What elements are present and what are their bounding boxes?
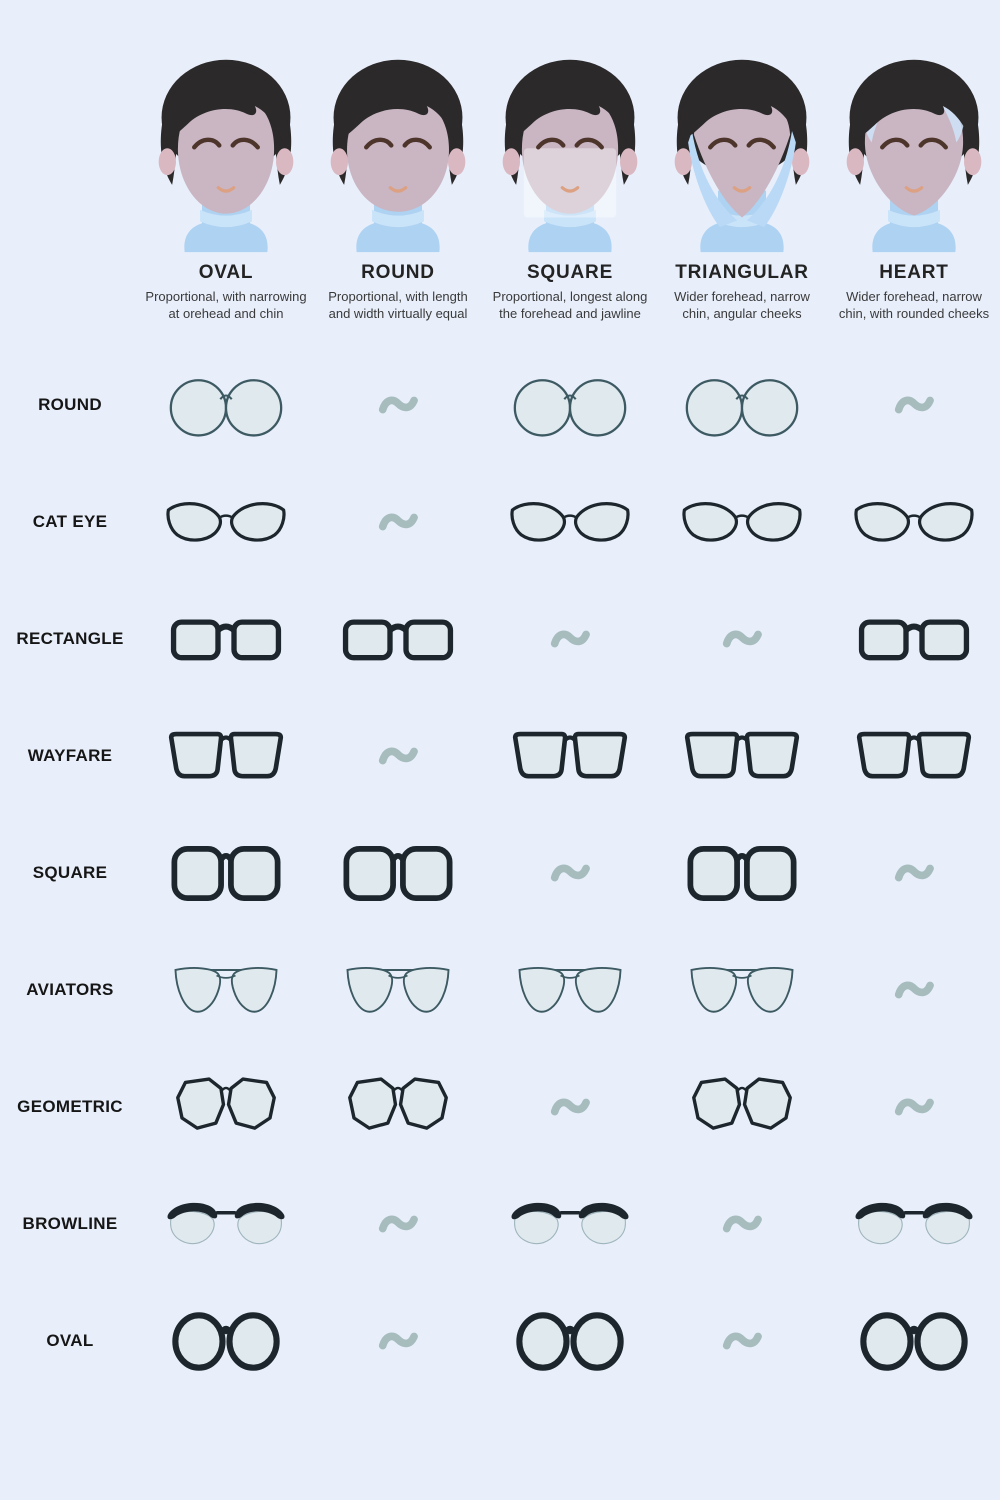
cell-rectangle-round [312, 581, 484, 698]
wayfare-glasses-icon [167, 729, 285, 783]
face-shapes-header [0, 0, 1000, 323]
cell-cateye-square [484, 464, 656, 581]
face-shape-description: Proportional, longest along the forehead and jawline [492, 289, 648, 321]
cell-round-heart [828, 347, 1000, 464]
face-shape-label: ROUND [361, 262, 435, 283]
matrix-row-aviators [0, 932, 1000, 1049]
compatibility-matrix [0, 347, 1000, 1400]
face-column-heart [828, 54, 1000, 323]
wayfare-glasses-icon [683, 729, 801, 783]
cell-geometric-oval [140, 1049, 312, 1166]
oval-glasses-icon [515, 1310, 625, 1373]
cell-oval-square [484, 1283, 656, 1400]
face-column-oval [140, 54, 312, 323]
cell-cateye-triangular [656, 464, 828, 581]
cell-round-oval [140, 347, 312, 464]
cell-rectangle-square [484, 581, 656, 698]
squiggle-icon [722, 1328, 762, 1354]
cateye-glasses-icon [682, 497, 802, 547]
cell-cateye-oval [140, 464, 312, 581]
cell-wayfare-round [312, 698, 484, 815]
cell-round-round [312, 347, 484, 464]
face-shape-description: Proportional, with length and width virtually equal [328, 289, 468, 321]
browline-glasses-icon [510, 1199, 630, 1250]
cell-aviators-heart [828, 932, 1000, 1049]
squiggle-icon [894, 860, 934, 886]
cateye-glasses-icon [166, 497, 286, 547]
matrix-row-rectangle [0, 581, 1000, 698]
matrix-row-wayfare [0, 698, 1000, 815]
cell-aviators-square [484, 932, 656, 1049]
aviators-glasses-icon [166, 962, 286, 1019]
squiggle-icon [378, 743, 418, 769]
squiggle-icon [722, 1211, 762, 1237]
squiggle-icon [550, 1094, 590, 1120]
glasses-style-label: BROWLINE [22, 1214, 118, 1234]
browline-glasses-icon [166, 1199, 286, 1250]
face-shape-description: Wider forehead, narrow chin, angular cheeks [674, 289, 810, 321]
heart-face-illustration [832, 54, 996, 256]
header-spacer [0, 54, 140, 323]
cateye-glasses-icon [854, 497, 974, 547]
face-column-triangular [656, 54, 828, 323]
cell-oval-oval [140, 1283, 312, 1400]
round-glasses-icon [511, 366, 629, 444]
cell-wayfare-square [484, 698, 656, 815]
triangular-face-illustration [660, 54, 824, 256]
round-glasses-icon [167, 366, 285, 444]
round-glasses-icon [683, 366, 801, 444]
cell-cateye-heart [828, 464, 1000, 581]
oval-glasses-icon [859, 1310, 969, 1373]
cell-browline-triangular [656, 1166, 828, 1283]
cateye-glasses-icon [510, 497, 630, 547]
cell-cateye-round [312, 464, 484, 581]
glasses-style-label: OVAL [46, 1331, 94, 1351]
face-shape-description: Proportional, with narrowing at orehead and chin [145, 289, 307, 321]
cell-browline-heart [828, 1166, 1000, 1283]
matrix-row-oval [0, 1283, 1000, 1400]
cell-aviators-round [312, 932, 484, 1049]
cell-square-triangular [656, 815, 828, 932]
cell-square-round [312, 815, 484, 932]
square-glasses-icon [686, 844, 798, 903]
glasses-style-label: RECTANGLE [16, 629, 124, 649]
aviators-glasses-icon [510, 962, 630, 1019]
glasses-style-label: SQUARE [32, 863, 108, 883]
cell-browline-square [484, 1166, 656, 1283]
glasses-style-label: GEOMETRIC [17, 1097, 123, 1117]
cell-geometric-round [312, 1049, 484, 1166]
oval-face-illustration [144, 54, 308, 256]
face-shape-description: Wider forehead, narrow chin, with rounded cheeks [838, 289, 990, 321]
cell-rectangle-heart [828, 581, 1000, 698]
round-face-illustration [316, 54, 480, 256]
cell-round-square [484, 347, 656, 464]
cell-square-heart [828, 815, 1000, 932]
squiggle-icon [378, 1328, 418, 1354]
cell-round-triangular [656, 347, 828, 464]
rectangle-glasses-icon [858, 615, 970, 663]
glasses-style-label: AVIATORS [26, 980, 114, 1000]
cell-aviators-oval [140, 932, 312, 1049]
geometric-glasses-icon [687, 1074, 797, 1140]
glasses-style-label: WAYFARE [27, 746, 113, 766]
browline-glasses-icon [854, 1199, 974, 1250]
cell-wayfare-oval [140, 698, 312, 815]
cell-oval-round [312, 1283, 484, 1400]
geometric-glasses-icon [343, 1074, 453, 1140]
cell-oval-triangular [656, 1283, 828, 1400]
aviators-glasses-icon [338, 962, 458, 1019]
squiggle-icon [894, 977, 934, 1003]
cell-geometric-heart [828, 1049, 1000, 1166]
matrix-row-round [0, 347, 1000, 464]
squiggle-icon [550, 626, 590, 652]
aviators-glasses-icon [682, 962, 802, 1019]
cell-browline-round [312, 1166, 484, 1283]
matrix-row-square [0, 815, 1000, 932]
face-shape-label: OVAL [198, 262, 254, 283]
matrix-row-cateye [0, 464, 1000, 581]
cell-browline-oval [140, 1166, 312, 1283]
face-column-square [484, 54, 656, 323]
square-face-illustration [488, 54, 652, 256]
rectangle-glasses-icon [170, 615, 282, 663]
cell-rectangle-oval [140, 581, 312, 698]
squiggle-icon [378, 392, 418, 418]
face-shape-label: SQUARE [526, 262, 614, 283]
geometric-glasses-icon [171, 1074, 281, 1140]
rectangle-glasses-icon [342, 615, 454, 663]
wayfare-glasses-icon [511, 729, 629, 783]
face-shape-label: HEART [879, 262, 949, 283]
cell-square-square [484, 815, 656, 932]
cell-wayfare-heart [828, 698, 1000, 815]
glasses-style-label: ROUND [38, 395, 102, 415]
squiggle-icon [378, 509, 418, 535]
squiggle-icon [894, 392, 934, 418]
squiggle-icon [894, 1094, 934, 1120]
face-column-round [312, 54, 484, 323]
glasses-style-label: CAT EYE [32, 512, 108, 532]
face-shape-label: TRIANGULAR [675, 262, 809, 283]
cell-aviators-triangular [656, 932, 828, 1049]
cell-square-oval [140, 815, 312, 932]
cell-wayfare-triangular [656, 698, 828, 815]
square-glasses-icon [342, 844, 454, 903]
squiggle-icon [378, 1211, 418, 1237]
cell-rectangle-triangular [656, 581, 828, 698]
squiggle-icon [550, 860, 590, 886]
cell-geometric-triangular [656, 1049, 828, 1166]
oval-glasses-icon [171, 1310, 281, 1373]
square-glasses-icon [170, 844, 282, 903]
matrix-row-geometric [0, 1049, 1000, 1166]
matrix-row-browline [0, 1166, 1000, 1283]
wayfare-glasses-icon [855, 729, 973, 783]
squiggle-icon [722, 626, 762, 652]
cell-oval-heart [828, 1283, 1000, 1400]
cell-geometric-square [484, 1049, 656, 1166]
